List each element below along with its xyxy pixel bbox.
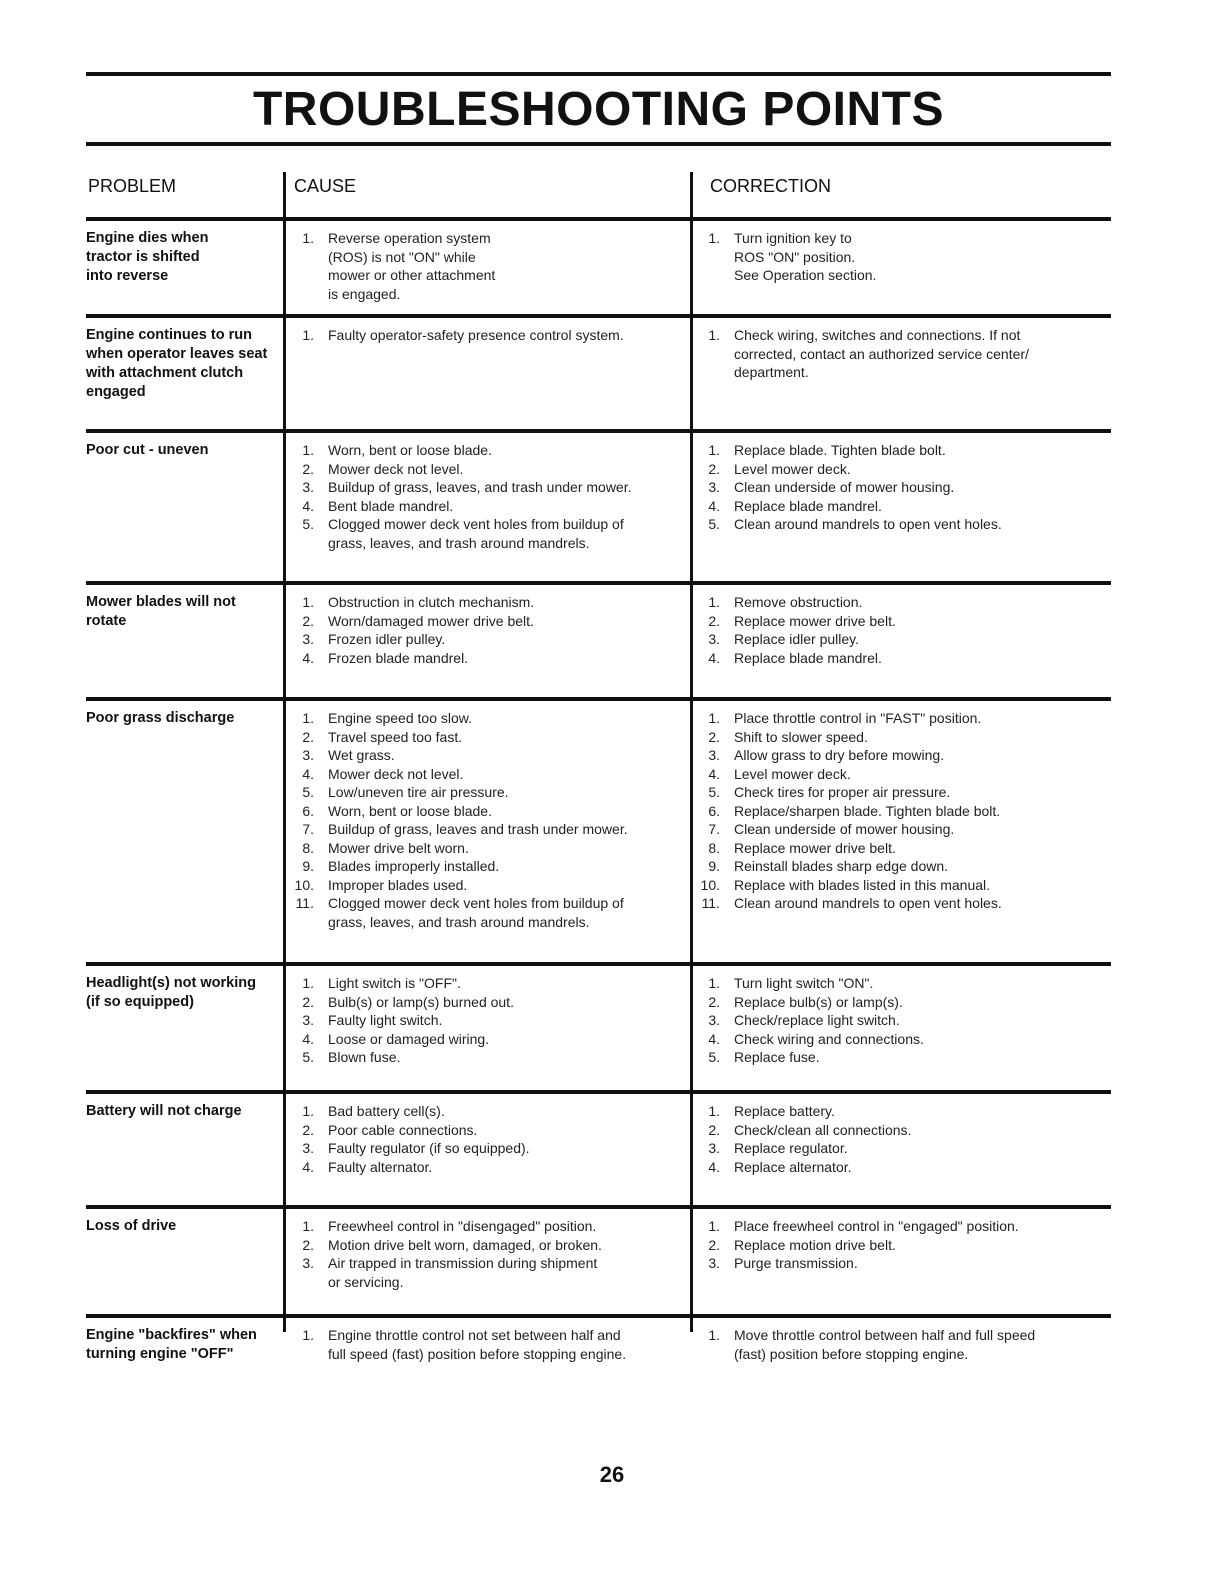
item-text: Allow grass to dry before mowing. [734, 747, 945, 763]
cause-list [292, 441, 672, 552]
item-number: 3. [302, 1255, 314, 1271]
correction-list [698, 441, 1108, 534]
list-item [292, 649, 672, 668]
item-text: Freewheel control in "disengaged" position. [328, 1218, 597, 1234]
list-item [698, 1158, 1108, 1177]
list-item [292, 478, 672, 497]
item-text: Replace regulator. [734, 1140, 848, 1156]
item-text: Clean underside of mower housing. [734, 479, 955, 495]
item-text: Bulb(s) or lamp(s) burned out. [328, 993, 514, 1010]
item-text: Turn ignition key to ROS "ON" position. See Operation section. [734, 230, 877, 283]
list-item [698, 876, 1108, 895]
list-item [698, 857, 1108, 876]
list-item [698, 326, 1108, 382]
item-number: 6. [708, 802, 720, 819]
item-text: Check wiring and connections. [734, 1030, 924, 1047]
item-number: 6. [302, 802, 314, 819]
item-number: 4. [302, 1158, 314, 1175]
item-text: Clean around mandrels to open vent holes. [734, 516, 1002, 532]
item-text: Travel speed too fast. [328, 728, 463, 745]
item-number: 5. [302, 516, 314, 532]
list-item [292, 229, 672, 303]
table-header [86, 164, 1111, 221]
correction-list [698, 1326, 1108, 1363]
list-item [292, 1254, 672, 1291]
item-text: Replace/sharpen blade. Tighten blade bolt. [734, 802, 1001, 819]
list-item [698, 1217, 1108, 1236]
list-item [292, 709, 672, 728]
item-text: Faulty operator-safety presence control system. [328, 327, 624, 343]
item-number: 4. [708, 765, 720, 782]
list-item [292, 1121, 672, 1140]
list-item [292, 612, 672, 631]
correction-list [698, 709, 1108, 913]
item-text: Replace with blades listed in this manual. [734, 876, 991, 893]
item-number: 5. [708, 516, 720, 532]
correction-list [698, 974, 1108, 1067]
item-text: Low/uneven tire air pressure. [328, 784, 509, 800]
list-item [292, 630, 672, 649]
item-number: 1. [302, 1103, 314, 1119]
item-number: 3. [302, 1140, 314, 1156]
page-number: 26 [599, 1462, 625, 1487]
item-number: 11. [295, 895, 314, 911]
list-item [698, 1139, 1108, 1158]
list-item [698, 478, 1108, 497]
item-text: Blades improperly installed. [328, 858, 500, 874]
item-number: 1. [708, 710, 720, 726]
item-number: 4. [708, 497, 720, 514]
list-item [292, 993, 672, 1012]
item-number: 4. [708, 1030, 720, 1047]
item-text: Replace blade mandrel. [734, 497, 882, 514]
item-text: Buildup of grass, leaves and trash under mower. [328, 821, 628, 837]
correction-list [698, 1217, 1108, 1273]
item-text: Wet grass. [328, 747, 395, 763]
list-item [698, 229, 1108, 285]
item-number: 3. [708, 479, 720, 495]
item-text: Buildup of grass, leaves, and trash under mower. [328, 479, 632, 495]
item-number: 1. [302, 710, 314, 726]
correction-list [698, 229, 1108, 285]
item-text: Replace blade mandrel. [734, 649, 882, 666]
list-item [698, 974, 1108, 993]
list-item [292, 857, 672, 876]
item-text: Mower deck not level. [328, 460, 464, 477]
list-item [698, 1254, 1108, 1273]
item-text: Frozen blade mandrel. [328, 649, 469, 666]
item-text: Worn, bent or loose blade. [328, 442, 492, 458]
list-item [292, 876, 672, 895]
list-item [698, 630, 1108, 649]
item-number: 2. [302, 993, 314, 1010]
list-item [698, 802, 1108, 821]
list-item [698, 765, 1108, 784]
problem-text: Mower blades will not rotate [86, 594, 236, 629]
item-text: Clogged mower deck vent holes from buildup of grass, leaves, and trash around mandrels. [328, 895, 624, 930]
list-item [292, 974, 672, 993]
item-text: Mower deck not level. [328, 765, 464, 782]
item-number: 8. [302, 839, 314, 856]
item-number: 4. [302, 1030, 314, 1047]
item-number: 1. [302, 327, 314, 343]
list-item [292, 1326, 672, 1363]
list-item [698, 1048, 1108, 1067]
item-number: 3. [708, 631, 720, 647]
problem-text: Headlight(s) not working (if so equipped) [86, 975, 256, 1010]
item-number: 5. [302, 1049, 314, 1065]
list-item [292, 326, 672, 345]
list-item [698, 709, 1108, 728]
list-item [698, 783, 1108, 802]
cause-list [292, 1217, 672, 1291]
item-text: Motion drive belt worn, damaged, or broken. [328, 1236, 602, 1253]
item-text: Air trapped in transmission during shipment or servicing. [328, 1255, 598, 1290]
item-text: Bent blade mandrel. [328, 497, 454, 514]
item-number: 1. [708, 1327, 720, 1343]
item-text: Loose or damaged wiring. [328, 1030, 490, 1047]
item-number: 5. [302, 784, 314, 800]
item-text: Reinstall blades sharp edge down. [734, 858, 949, 874]
item-text: Obstruction in clutch mechanism. [328, 594, 535, 610]
item-text: Replace bulb(s) or lamp(s). [734, 993, 903, 1010]
item-number: 2. [302, 612, 314, 629]
item-text: Mower drive belt worn. [328, 839, 469, 856]
item-text: Level mower deck. [734, 765, 851, 782]
item-number: 1. [302, 975, 314, 991]
correction-list [698, 326, 1108, 382]
item-text: Replace mower drive belt. [734, 839, 896, 856]
item-text: Check tires for proper air pressure. [734, 784, 951, 800]
list-item [292, 1011, 672, 1030]
list-item [292, 820, 672, 839]
list-item [698, 1121, 1108, 1140]
list-item [698, 839, 1108, 858]
item-number: 1. [302, 594, 314, 610]
list-item [698, 894, 1108, 913]
item-number: 3. [708, 1012, 720, 1028]
problem-text: Engine dies when tractor is shifted into reverse [86, 230, 209, 284]
list-item [698, 993, 1108, 1012]
correction-list [698, 1102, 1108, 1176]
item-number: 1. [302, 1327, 314, 1343]
correction-list [698, 593, 1108, 667]
item-number: 1. [708, 1103, 720, 1119]
item-number: 2. [708, 993, 720, 1010]
item-number: 1. [708, 975, 720, 991]
table-row [86, 701, 1111, 966]
list-item [292, 1217, 672, 1236]
item-text: Worn, bent or loose blade. [328, 802, 492, 819]
item-text: Replace fuse. [734, 1049, 820, 1065]
item-text: Engine speed too slow. [328, 710, 472, 726]
list-item [292, 593, 672, 612]
item-number: 9. [302, 858, 314, 874]
item-number: 10. [700, 876, 720, 893]
item-text: Blown fuse. [328, 1049, 401, 1065]
item-text: Worn/damaged mower drive belt. [328, 612, 534, 629]
item-text: Check wiring, switches and connections. If not corrected, contact an authorized service center/ department. [734, 327, 1029, 380]
item-text: Faulty regulator (if so equipped). [328, 1140, 530, 1156]
header-correction: CORRECTION [710, 176, 831, 196]
item-text: Clogged mower deck vent holes from buildup of grass, leaves, and trash around mandrels. [328, 516, 624, 551]
item-number: 1. [708, 442, 720, 458]
item-number: 2. [302, 460, 314, 477]
table-row [86, 318, 1111, 433]
item-number: 7. [708, 821, 720, 837]
cause-list [292, 1326, 672, 1363]
list-item [698, 1011, 1108, 1030]
item-number: 5. [708, 784, 720, 800]
item-text: Check/replace light switch. [734, 1012, 900, 1028]
item-text: Shift to slower speed. [734, 728, 868, 745]
item-number: 10. [294, 876, 314, 893]
item-text: Replace mower drive belt. [734, 612, 896, 629]
table-row [86, 1318, 1111, 1378]
item-number: 4. [302, 497, 314, 514]
problem-text: Poor grass discharge [86, 710, 235, 726]
item-number: 2. [708, 1121, 720, 1138]
list-item [292, 765, 672, 784]
item-text: Place freewheel control in "engaged" position. [734, 1218, 1019, 1234]
troubleshooting-table [86, 164, 1111, 1378]
item-text: Reverse operation system (ROS) is not "ON" while mower or other attachment is engaged. [328, 230, 496, 302]
item-text: Replace idler pulley. [734, 631, 860, 647]
list-item [292, 1139, 672, 1158]
list-item [698, 649, 1108, 668]
title-block [86, 72, 1111, 146]
cause-list [292, 974, 672, 1067]
item-number: 3. [302, 631, 314, 647]
table-row [86, 1094, 1111, 1209]
item-text: Place throttle control in "FAST" position. [734, 710, 982, 726]
table-row [86, 221, 1111, 318]
item-text: Remove obstruction. [734, 594, 863, 610]
problem-text: Poor cut - uneven [86, 442, 209, 458]
problem-text: Engine continues to run when operator leaves seat with attachment clutch engaged [86, 327, 268, 400]
cause-list [292, 326, 672, 345]
list-item [292, 1158, 672, 1177]
item-number: 1. [708, 594, 720, 610]
item-number: 2. [302, 1121, 314, 1138]
list-item [292, 1102, 672, 1121]
item-text: Faulty alternator. [328, 1158, 433, 1175]
cause-list [292, 709, 672, 931]
table-row [86, 433, 1111, 585]
item-number: 5. [708, 1049, 720, 1065]
list-item [698, 515, 1108, 534]
item-number: 4. [708, 649, 720, 666]
problem-text: Loss of drive [86, 1218, 177, 1234]
item-number: 2. [302, 1236, 314, 1253]
item-number: 1. [302, 442, 314, 458]
item-text: Improper blades used. [328, 876, 468, 893]
item-number: 1. [708, 327, 720, 343]
list-item [292, 1048, 672, 1067]
list-item [292, 894, 672, 931]
item-text: Faulty light switch. [328, 1012, 443, 1028]
item-number: 2. [708, 612, 720, 629]
table-row [86, 1209, 1111, 1318]
item-text: Level mower deck. [734, 460, 851, 477]
list-item [698, 820, 1108, 839]
item-number: 1. [302, 230, 314, 246]
item-text: Clean around mandrels to open vent holes. [734, 895, 1002, 911]
list-item [698, 593, 1108, 612]
list-item [292, 783, 672, 802]
list-item [292, 460, 672, 479]
item-text: Replace alternator. [734, 1158, 852, 1175]
list-item [698, 728, 1108, 747]
problem-text: Battery will not charge [86, 1103, 242, 1119]
list-item [292, 1236, 672, 1255]
item-number: 2. [708, 728, 720, 745]
list-item [292, 497, 672, 516]
list-item [292, 1030, 672, 1049]
item-text: Move throttle control between half and full speed (fast) position before stopping engine. [734, 1327, 1036, 1362]
list-item [292, 839, 672, 858]
header-cause: CAUSE [294, 176, 357, 196]
list-item [698, 1326, 1108, 1363]
item-number: 2. [708, 1236, 720, 1253]
item-text: Engine throttle control not set between half and full speed (fast) position before stopping engine. [328, 1327, 627, 1362]
page-title: TROUBLESHOOTING POINTS [252, 83, 944, 136]
list-item [698, 460, 1108, 479]
item-number: 3. [708, 1140, 720, 1156]
item-text: Check/clean all connections. [734, 1121, 912, 1138]
list-item [698, 746, 1108, 765]
item-number: 1. [302, 1218, 314, 1234]
table-body [86, 221, 1111, 1378]
cause-list [292, 593, 672, 667]
item-number: 8. [708, 839, 720, 856]
list-item [292, 441, 672, 460]
item-text: Clean underside of mower housing. [734, 821, 955, 837]
item-number: 1. [708, 230, 720, 246]
list-item [698, 441, 1108, 460]
item-text: Replace motion drive belt. [734, 1236, 896, 1253]
item-text: Frozen idler pulley. [328, 631, 446, 647]
item-text: Turn light switch "ON". [734, 975, 874, 991]
item-number: 3. [302, 1012, 314, 1028]
item-number: 4. [302, 765, 314, 782]
item-text: Purge transmission. [734, 1255, 858, 1271]
item-text: Replace battery. [734, 1103, 835, 1119]
list-item [698, 1236, 1108, 1255]
item-number: 2. [708, 460, 720, 477]
item-number: 9. [708, 858, 720, 874]
title-bottom-rule [86, 142, 1111, 146]
list-item [292, 728, 672, 747]
cause-list [292, 1102, 672, 1176]
item-number: 2. [302, 728, 314, 745]
item-number: 3. [708, 747, 720, 763]
item-number: 3. [708, 1255, 720, 1271]
header-problem: PROBLEM [88, 176, 177, 196]
problem-text: Engine "backfires" when turning engine "OFF" [86, 1327, 257, 1362]
item-number: 11. [701, 895, 720, 911]
item-text: Replace blade. Tighten blade bolt. [734, 442, 946, 458]
item-text: Bad battery cell(s). [328, 1103, 445, 1119]
list-item [292, 746, 672, 765]
list-item [292, 802, 672, 821]
item-number: 3. [302, 479, 314, 495]
list-item [698, 497, 1108, 516]
item-text: Light switch is "OFF". [328, 975, 461, 991]
table-row [86, 585, 1111, 701]
item-number: 4. [708, 1158, 720, 1175]
list-item [698, 1030, 1108, 1049]
list-item [292, 515, 672, 552]
item-number: 7. [302, 821, 314, 837]
list-item [698, 1102, 1108, 1121]
item-number: 4. [302, 649, 314, 666]
cause-list [292, 229, 672, 303]
item-text: Poor cable connections. [328, 1121, 478, 1138]
list-item [698, 612, 1108, 631]
item-number: 1. [708, 1218, 720, 1234]
item-number: 3. [302, 747, 314, 763]
table-row [86, 966, 1111, 1094]
